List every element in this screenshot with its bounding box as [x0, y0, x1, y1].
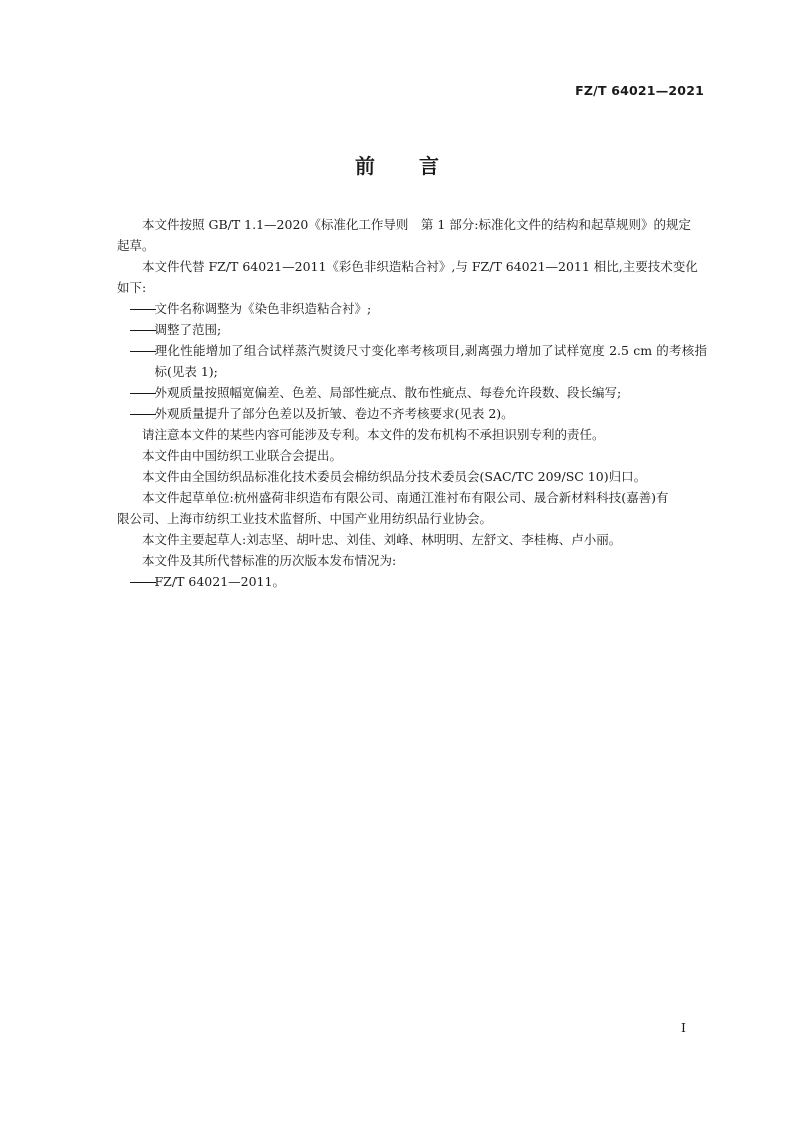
paragraph-drafting-units-cont [117, 508, 707, 529]
paragraph-replacement [117, 256, 707, 277]
paragraph-drafting-units [117, 487, 707, 508]
standard-code: FZ/T 64021—2021 [575, 83, 704, 98]
page-number: I [681, 1020, 686, 1035]
document-body [117, 214, 707, 592]
list-item-text: 理化性能增加了组合试样蒸汽熨烫尺寸变化率考核项目,剥离强力增加了试样宽度 2.5 cm 的考核指标(见表 1); [154, 343, 707, 379]
dash-marker [130, 298, 155, 319]
paragraph-committee: 本文件由全国纺织品标准化技术委员会棉纺织品分技术委员会(SAC/TC 209/SC 10)归口。 [142, 469, 647, 484]
list-item-text: 文件名称调整为《染色非织造粘合衬》; [154, 301, 372, 316]
paragraph-replacement-cont [117, 277, 707, 298]
dash-marker [130, 340, 155, 361]
paragraph-drafting-units-line-2: 限公司、上海市纺织工业技术监督所、中国产业用纺织品行业协会。 [117, 511, 493, 526]
paragraph-patent-notice: 请注意本文件的某些内容可能涉及专利。本文件的发布机构不承担识别专利的责任。 [142, 427, 605, 442]
dash-marker [130, 571, 155, 592]
paragraph-replacement-line-2: 如下: [117, 280, 147, 295]
list-item [117, 382, 707, 403]
list-item [117, 298, 707, 319]
list-item-text: 外观质量提升了部分色差以及折皱、卷边不齐考核要求(见表 2)。 [154, 406, 514, 421]
title-part-2: 言 [419, 154, 439, 178]
dash-marker [130, 382, 155, 403]
paragraph-drafting-rules [117, 214, 707, 235]
dash-marker [130, 319, 155, 340]
list-item [117, 340, 707, 382]
paragraph-drafting-units-line-1: 本文件起草单位:杭州盛荷非织造布有限公司、南通江淮衬布有限公司、晟合新材料科技(嘉善)有 [142, 490, 669, 505]
paragraph-drafting-rules-cont [117, 235, 707, 256]
history-item-text: FZ/T 64021—2011。 [154, 574, 285, 589]
paragraph-drafters: 本文件主要起草人:刘志坚、胡叶忠、刘佳、刘峰、林明明、左舒文、李桂梅、卢小丽。 [142, 532, 622, 547]
list-item [117, 319, 707, 340]
paragraph-history-intro: 本文件及其所代替标准的历次版本发布情况为: [142, 553, 397, 568]
paragraph-replacement-line-1: 本文件代替 FZ/T 64021—2011《彩色非织造粘合衬》,与 FZ/T 64021—2011 相比,主要技术变化 [142, 259, 698, 274]
title-part-1: 前 [355, 154, 375, 178]
page-title [0, 150, 794, 179]
paragraph-drafting-rules-line-2: 起草。 [117, 238, 155, 253]
paragraph-drafting-rules-line-1: 本文件按照 GB/T 1.1—2020《标准化工作导则 第 1 部分:标准化文件的结构和起草规则》的规定 [142, 217, 691, 232]
list-item [117, 571, 707, 592]
dash-marker [130, 403, 155, 424]
list-item-text: 外观质量按照幅宽偏差、色差、局部性疵点、散布性疵点、每卷允许段数、段长编写; [154, 385, 622, 400]
paragraph-proposer: 本文件由中国纺织工业联合会提出。 [142, 448, 343, 463]
list-item-text: 调整了范围; [154, 322, 222, 337]
list-item [117, 403, 707, 424]
